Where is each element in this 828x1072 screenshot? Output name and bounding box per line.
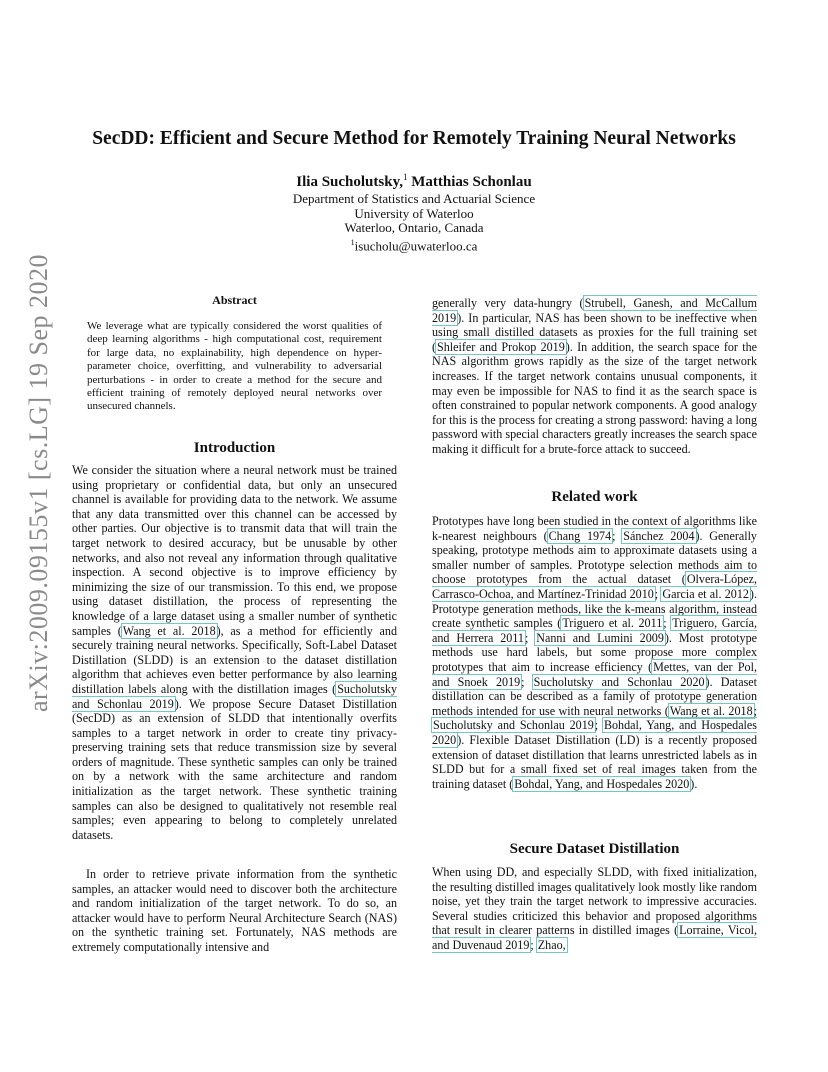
citation-link[interactable]: Lorraine, Vicol, and Duvenaud 2019 [432,923,757,952]
abstract-heading: Abstract [212,293,257,307]
citation-link[interactable]: Wang et al. 2018 [669,703,753,718]
text-run: ; [612,528,623,543]
related-work-paragraph [432,514,757,791]
text-run: ; [524,630,536,645]
text-run: In order to retrieve private information from the synthetic samples, an attacker would need to discover both the architecture and random initialization of the target network. To do so, an attacker would have to perform Neural Architecture Search (NAS) on the synthetic training set. Fortunately, NAS methods are extremely computationally intensive and [72,867,397,954]
citation-link[interactable]: Shleifer and Prokop 2019 [437,339,565,354]
author-line [0,172,828,191]
text-run: When using DD, and especially SLDD, with fixed initialization, the resulting distilled images qualitatively look mostly like random noise, yet they train the target network to impressive accuracies. Several studies criticized this behavior and proposed algorithms that result in clearer patterns in distilled images ( [432,865,757,938]
citation-link[interactable]: Bohdal, Yang, and Hospedales 2020 [514,776,690,791]
paper-title: SecDD: Efficient and Secure Method for Remotely Training Neural Networks [92,128,736,149]
affiliation [0,192,828,254]
text-run: ). Most prototype methods use hard labels, but some propose more complex prototypes that aim to increase efficiency ( [432,630,757,674]
affiliation-line: Department of Statistics and Actuarial Science [292,191,536,206]
text-run: We consider the situation where a neural network must be trained using proprietary or confidential data, but only an unsecured channel is available for providing data to the network. We assume that any data transmitted over this channel can be accessed by other parties. Our objective is to transmit data that will train the target network to desired accuracy, but be unusable by other networks, and also not reveal any information through qualitative inspection. A second objective is to improve efficiency by minimizing the size of our transmission. To this end, we propose using dataset distillation, the process of representing the knowledge of a large dataset using a smaller number of synthetic samples ( [72,463,397,638]
citation-link[interactable]: Triguero, García, and Herrera 2011 [432,616,757,645]
author-sup: 1 [403,172,408,182]
text-run: ). Flexible Dataset Distillation (LD) is a recently proposed extension of dataset distillation that learns unrestricted labels as in SLDD but for a small fixed set of real images taken from the training dataset ( [432,732,757,791]
secdd-paragraph [432,865,757,953]
citation-link[interactable]: Sánchez 2004 [623,528,695,543]
citation-link[interactable]: Olvera-López, Carrasco-Ochoa, and Martínez-Trinidad 2010 [432,572,757,601]
text-run: ; [663,616,672,631]
citation-link[interactable]: Garcia et al. 2012 [662,586,749,601]
text-run: ). We propose Secure Dataset Distillation (SecDD) as an extension of SLDD that intentionally overfits samples to a target network in order to create tiny privacy-preserving training sets that reduce transmission size by several orders of magnitude. These synthetic samples can only be trained on by a network with the same architecture and random initialization as the target network. These synthetic training samples can also be designed to qualitatively not resemble real samples; even appearing to belong to completely unrelated datasets. [72,696,397,842]
affiliation-line: University of Waterloo [354,205,474,221]
text-run: ), as a method for efficiently and securely training neural networks. Specifically, Soft-Label Dataset Distillation (SLDD) is an extension to the dataset distillation algorithm that achieves even better performance by also learning distillation labels along with the distillation images ( [72,623,397,696]
author-2: Matthias Schonlau [407,174,532,190]
email-sup: 1 [350,237,355,247]
text-run: ; [594,718,603,733]
citation-link[interactable]: Nanni and Lumini 2009 [536,630,664,645]
text-run: ). Prototype generation methods, like the k-means algorithm, instead create synthetic samples ( [432,586,757,631]
text-run: Prototypes have long been studied in the context of algorithms like k-nearest neighbours ( [432,514,757,543]
arxiv-id: arXiv:2009.09155v1 [cs.LG] 19 Sep 2020 [24,253,53,713]
citation-link[interactable]: Zhao, [537,937,566,952]
text-run: ; [654,586,662,601]
citation-link[interactable]: Wang et al. 2018 [122,623,216,638]
citation-link[interactable]: Chang 1974 [548,528,612,543]
arxiv-stamp [18,253,60,713]
intro-paragraph-1 [72,463,397,842]
secdd-heading: Secure Dataset Distillation [509,841,680,857]
citation-link[interactable]: Mettes, van der Pol, and Snoek 2019 [432,659,757,689]
text-run: ; [521,674,533,689]
text-run: ). In particular, NAS has been shown to be ineffective when using small distilled datasets as proxies for the full training set ( [432,310,757,354]
intro-paragraph-2 [72,867,397,955]
abstract-text: We leverage what are typically considered the worst qualities of deep learning algorithms - high computational cost, requirement for large data, no explainability, high dependence on hyper-parameter choice, overfitting, and vulnerability to adversarial perturbations - in order to create a method for the secure and efficient training of remotely deployed neural networks over unsecured channels. [87,320,382,413]
text-run: ). [690,776,698,791]
text-run: ). In addition, the search space for the NAS algorithm grows rapidly as the size of the target network increases. If the target network contains unusual components, it may even be impossible for NAS to find it as the search space is often constrained to popular network components. A good analogy for this is the process for creating a strong password: having a long password with special characters greatly increases the search space making it difficult for a brute-force attack to succeed. [432,339,757,456]
citation-link[interactable]: Strubell, Ganesh, and McCallum 2019 [432,296,758,325]
related-work-heading: Related work [551,489,638,505]
author-1: Ilia Sucholutsky, [296,174,403,190]
text-run: ; [530,937,537,952]
text-run: generally very data-hungry ( [432,296,584,310]
text-run: ). Dataset distillation can be described as a family of prototype generation methods intended for use with neural networks ( [432,674,757,718]
text-run: ; [753,703,757,718]
citation-link[interactable]: Triguero et al. 2011 [562,616,663,631]
email-line [0,236,828,254]
introduction-heading: Introduction [193,440,276,456]
citation-link[interactable]: Sucholutsky and Schonlau 2020 [533,674,705,689]
citation-link[interactable]: Sucholutsky and Schonlau 2019 [433,718,594,733]
text-run: ). Generally speaking, prototype methods aim to approximate datasets using a smaller number of samples. Prototype selection methods aim to choose prototypes from the actual dataset ( [432,528,757,587]
affiliation-line: Waterloo, Ontario, Canada [344,220,484,236]
right-paragraph-0 [432,296,757,457]
citation-link[interactable]: Sucholutsky and Schonlau 2019 [72,681,397,711]
email: isucholu@uwaterloo.ca [354,238,478,254]
citation-link[interactable]: Bohdal, Yang, and Hospedales 2020 [432,718,757,747]
